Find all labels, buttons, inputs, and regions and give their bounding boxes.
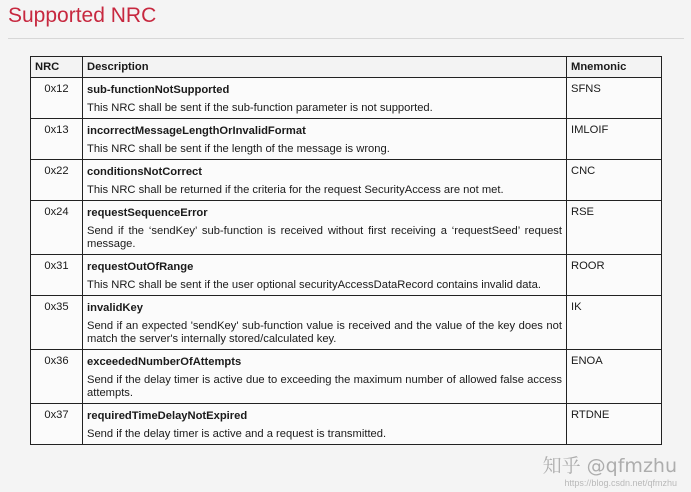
nrc-mnemonic: SFNS bbox=[567, 78, 662, 119]
nrc-description: Send if the ‘sendKey’ sub-function is received without first receiving a ‘requestSeed’ request message. bbox=[87, 225, 562, 250]
table-header-row bbox=[31, 57, 662, 78]
watermark: 知乎 @qfmzhu bbox=[542, 455, 677, 477]
table-row bbox=[31, 160, 662, 201]
nrc-mnemonic: RSE bbox=[567, 201, 662, 255]
nrc-description: This NRC shall be returned if the criteria for the request SecurityAccess are not met. bbox=[87, 184, 504, 196]
header-description: Description bbox=[83, 57, 567, 78]
nrc-code: 0x12 bbox=[31, 78, 83, 119]
nrc-mnemonic: IMLOIF bbox=[567, 119, 662, 160]
description-cell bbox=[83, 255, 567, 296]
nrc-name: requiredTimeDelayNotExpired bbox=[87, 410, 248, 422]
nrc-mnemonic: RTDNE bbox=[567, 404, 662, 445]
nrc-description: This NRC shall be sent if the length of the message is wrong. bbox=[87, 143, 390, 155]
nrc-code: 0x22 bbox=[31, 160, 83, 201]
nrc-mnemonic: ROOR bbox=[567, 255, 662, 296]
nrc-name: exceededNumberOfAttempts bbox=[87, 356, 242, 368]
description-cell bbox=[83, 296, 567, 350]
nrc-name: requestSequenceError bbox=[87, 207, 208, 219]
description-cell bbox=[83, 404, 567, 445]
description-cell bbox=[83, 201, 567, 255]
nrc-mnemonic: CNC bbox=[567, 160, 662, 201]
table-row bbox=[31, 350, 662, 404]
page-title: Supported NRC bbox=[8, 4, 157, 27]
table-row bbox=[31, 78, 662, 119]
nrc-mnemonic: IK bbox=[567, 296, 662, 350]
header-mnemonic: Mnemonic bbox=[567, 57, 662, 78]
nrc-name: sub-functionNotSupported bbox=[87, 84, 230, 96]
nrc-description: Send if the delay timer is active due to exceeding the maximum number of allowed false access attempts. bbox=[87, 374, 562, 399]
table-row bbox=[31, 201, 662, 255]
table-row bbox=[31, 404, 662, 445]
nrc-code: 0x13 bbox=[31, 119, 83, 160]
description-cell bbox=[83, 160, 567, 201]
table-row bbox=[31, 255, 662, 296]
table-row bbox=[31, 296, 662, 350]
nrc-name: incorrectMessageLengthOrInvalidFormat bbox=[87, 125, 306, 137]
nrc-table bbox=[30, 56, 662, 445]
description-cell bbox=[83, 350, 567, 404]
nrc-code: 0x36 bbox=[31, 350, 83, 404]
watermark-url: https://blog.csdn.net/qfmzhu bbox=[564, 478, 677, 488]
nrc-code: 0x35 bbox=[31, 296, 83, 350]
header-nrc: NRC bbox=[31, 57, 83, 78]
nrc-mnemonic: ENOA bbox=[567, 350, 662, 404]
nrc-description: This NRC shall be sent if the sub-function parameter is not supported. bbox=[87, 102, 433, 114]
nrc-code: 0x24 bbox=[31, 201, 83, 255]
nrc-code: 0x37 bbox=[31, 404, 83, 445]
description-cell bbox=[83, 119, 567, 160]
nrc-code: 0x31 bbox=[31, 255, 83, 296]
nrc-description: This NRC shall be sent if the user optional securityAccessDataRecord contains invalid data. bbox=[87, 279, 541, 291]
nrc-name: invalidKey bbox=[87, 302, 143, 314]
nrc-name: conditionsNotCorrect bbox=[87, 166, 202, 178]
description-cell bbox=[83, 78, 567, 119]
nrc-name: requestOutOfRange bbox=[87, 261, 194, 273]
nrc-description: Send if the delay timer is active and a request is transmitted. bbox=[87, 428, 387, 440]
table-row bbox=[31, 119, 662, 160]
nrc-description: Send if an expected 'sendKey' sub-function value is received and the value of the key does not match the server's internally stored/calculated key. bbox=[87, 320, 562, 345]
title-divider bbox=[8, 38, 684, 39]
